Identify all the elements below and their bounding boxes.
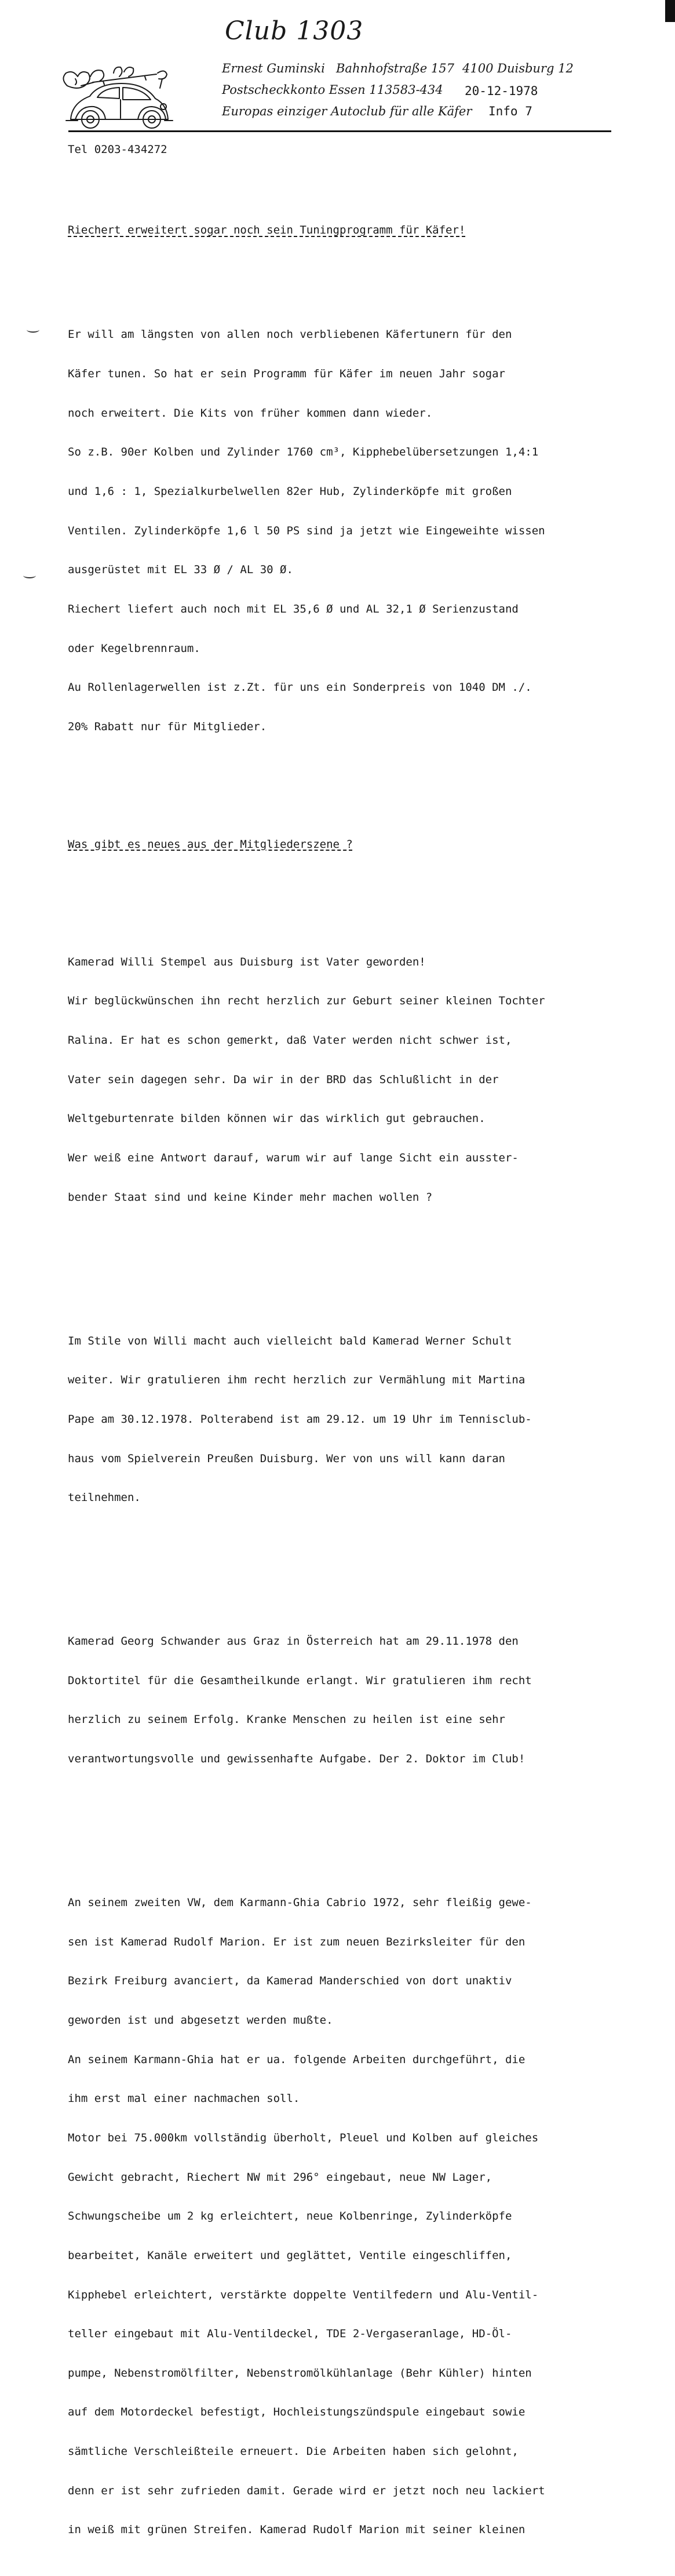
paragraph-rudolf-marion [68,1870,647,2563]
section-heading-members: Was gibt es neues aus der Mitgliederszene ? [68,837,353,851]
text-line: Kamerad Willi Stempel aus Duisburg ist Vater geworden! [68,955,426,968]
text-line: teller eingebaut mit Alu-Ventildeckel, TDE 2-Vergaseranlage, HD-Öl- [68,2327,512,2341]
text-line: Wer weiß eine Antwort darauf, warum wir auf lange Sicht ein ausster- [68,1151,519,1164]
contact-name: Ernest Guminski [222,61,325,75]
text-line: Weltgeburtenrate bilden können wir das wirklich gut gebrauchen. [68,1112,486,1125]
margin-mark [23,573,36,578]
club-slogan: Europas einziger Autoclub für alle Käfer [222,104,472,118]
city: 4100 Duisburg 12 [462,61,574,75]
text-line: teilnehmen. [68,1491,141,1504]
text-line: Riechert liefert auch noch mit EL 35,6 Ø und AL 32,1 Ø Serienzustand [68,602,519,615]
text-line: oder Kegelbrennraum. [68,642,200,655]
text-line: herzlich zu seinem Erfolg. Kranke Menschen zu heilen ist eine sehr [68,1713,505,1726]
text-line: Kipphebel erleichtert, verstärkte doppelte Ventilfedern und Alu-Ventil- [68,2288,539,2301]
paragraph-georg-schwander [68,1609,647,1792]
text-line: noch erweitert. Die Kits von früher kommen dann wieder. [68,406,433,420]
text-line: Gewicht gebracht, Riechert NW mit 296° eingebaut, neue NW Lager, [68,2170,492,2184]
beetle-car-with-flowers-icon [58,63,174,132]
text-line: 20% Rabatt nur für Mitglieder. [68,720,267,733]
text-line: geworden ist und abgesetzt werden mußte. [68,2014,333,2027]
postal-account: Postscheckkonto Essen 113583-434 [222,83,443,97]
text-line: verantwortungsvolle und gewissenhafte Aufgabe. Der 2. Doktor im Club! [68,1752,526,1766]
paragraph-werner-schult [68,1308,647,1530]
text-line: Au Rollenlagerwellen ist z.Zt. für uns ein Sonderpreis von 1040 DM ./. [68,681,532,694]
text-line: Pape am 30.12.1978. Polterabend ist am 29.12. um 19 Uhr im Tennisclub- [68,1412,532,1426]
text-line: Käfer tunen. So hat er sein Programm für Käfer im neuen Jahr sogar [68,367,505,381]
text-line: sämtliche Verschleißteile erneuert. Die Arbeiten haben sich gelohnt, [68,2445,519,2458]
text-line: Vater sein dagegen sehr. Da wir in der BRD das Schlußlicht in der [68,1073,499,1086]
text-line: ihm erst mal einer nachmachen soll. [68,2092,300,2105]
text-line: Kamerad Georg Schwander aus Graz in Österreich hat am 29.11.1978 den [68,1635,519,1648]
text-line: Wir beglückwünschen ihn recht herzlich zur Geburt seiner kleinen Tochter [68,994,545,1008]
margin-mark [27,327,39,333]
letterhead [0,0,675,139]
letter-date: 20-12-1978 [465,84,538,98]
text-line: bearbeitet, Kanäle erweitert und geglättet, Ventile eingeschliffen, [68,2249,512,2262]
text-line: sen ist Kamerad Rudolf Marion. Er ist zum neuen Bezirksleiter für den [68,1935,526,1948]
text-line: Er will am längsten von allen noch verbliebenen Käfertunern für den [68,328,512,341]
club-title: Club 1303 [225,16,364,46]
text-line: Doktortitel für die Gesamtheilkunde erlangt. Wir gratulieren ihm recht [68,1674,532,1687]
text-line: denn er ist sehr zufrieden damit. Gerade wird er jetzt noch neu lackiert [68,2484,545,2497]
letterhead-rule [68,130,611,132]
text-line: Ralina. Er hat es schon gemerkt, daß Vater werden nicht schwer ist, [68,1034,512,1047]
section-heading-tuning: Riechert erweitert sogar noch sein Tuningprogramm für Käfer! [68,224,466,237]
text-line: Schwungscheibe um 2 kg erleichtert, neue Kolbenringe, Zylinderköpfe [68,2210,512,2223]
letter-body [68,198,647,2576]
text-line: Ventilen. Zylinderköpfe 1,6 l 50 PS sind ja jetzt wie Eingeweihte wissen [68,524,545,537]
text-line: und 1,6 : 1, Spezialkurbelwellen 82er Hub, Zylinderköpfe mit großen [68,485,512,498]
issue-number: Info 7 [488,104,532,118]
paragraph-willi-stempel [68,930,647,1230]
tuning-paragraph [68,302,647,759]
text-line: weiter. Wir gratulieren ihm recht herzlich zur Vermählung mit Martina [68,1373,526,1387]
text-line: bender Staat sind und keine Kinder mehr machen wollen ? [68,1190,433,1204]
text-line: pumpe, Nebenstromölfilter, Nebenstromölkühlanlage (Behr Kühler) hinten [68,2366,532,2380]
text-line: ausgerüstet mit EL 33 Ø / AL 30 Ø. [68,563,293,577]
text-line: So z.B. 90er Kolben und Zylinder 1760 cm³, Kipphebelübersetzungen 1,4:1 [68,446,539,459]
text-line: An seinem zweiten VW, dem Karmann-Ghia Cabrio 1972, sehr fleißig gewe- [68,1896,532,1910]
text-line: Motor bei 75.000km vollständig überholt, Pleuel und Kolben auf gleiches [68,2131,539,2144]
street-address: Bahnhofstraße 157 [336,61,454,75]
text-line: auf dem Motordeckel befestigt, Hochleistungszündspule eingebaut sowie [68,2406,526,2419]
telephone-number: Tel 0203-434272 [68,143,167,156]
text-line: Bezirk Freiburg avanciert, da Kamerad Manderschied von dort unaktiv [68,1974,512,1988]
text-line: in weiß mit grünen Streifen. Kamerad Rudolf Marion mit seiner kleinen [68,2523,526,2537]
text-line: An seinem Karmann-Ghia hat er ua. folgende Arbeiten durchgeführt, die [68,2053,526,2066]
text-line: Im Stile von Willi macht auch vielleicht bald Kamerad Werner Schult [68,1334,512,1347]
text-line: haus vom Spielverein Preußen Duisburg. Wer von uns will kann daran [68,1452,505,1465]
